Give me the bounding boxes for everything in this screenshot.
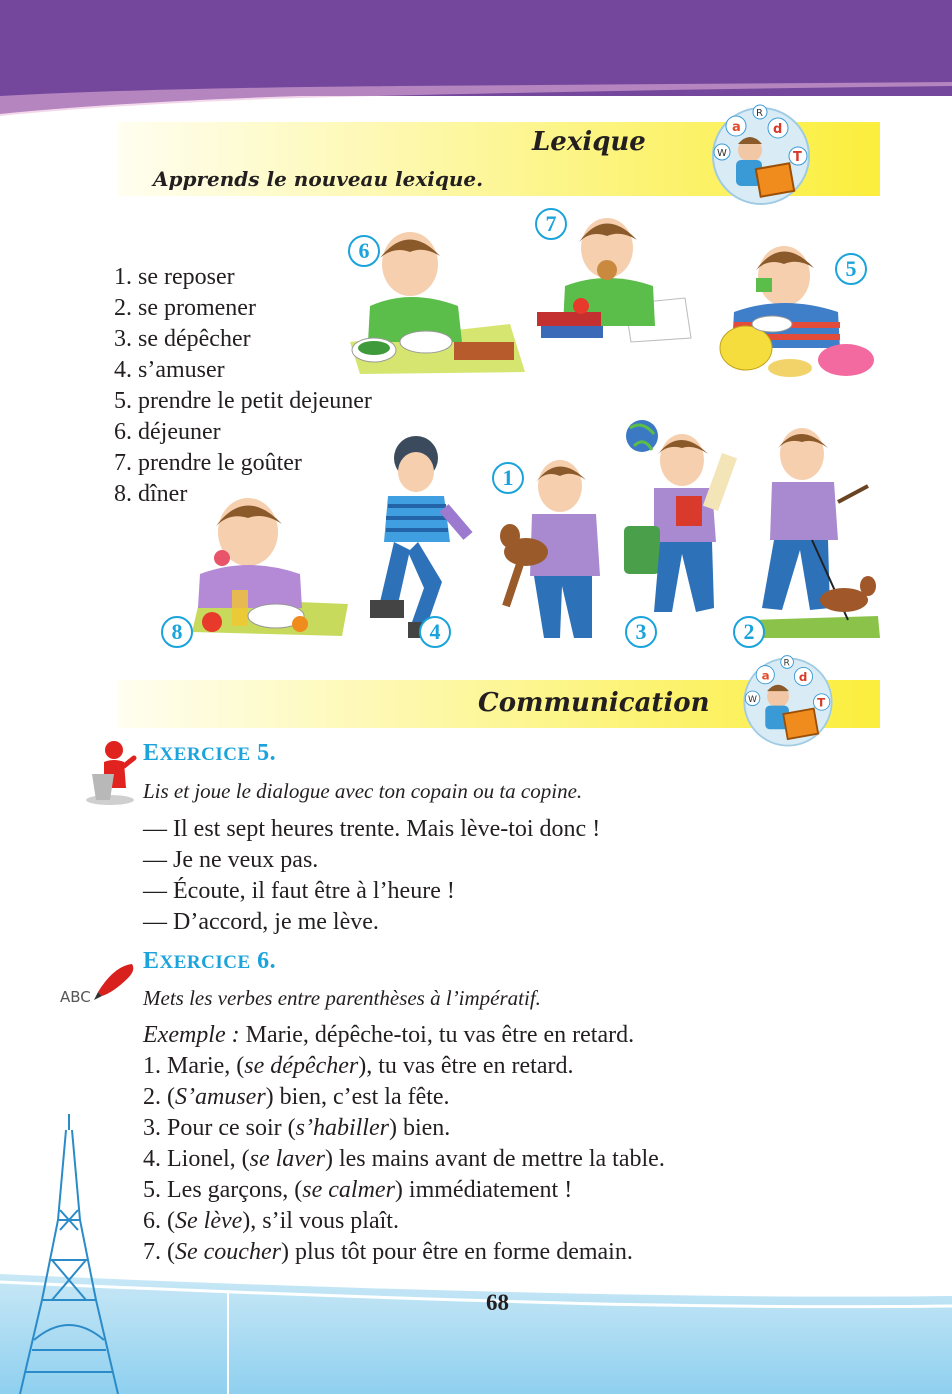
exercise-item: 7. (Se coucher) plus tôt pour être en forme demain. [143, 1239, 633, 1265]
svg-text:T: T [817, 695, 826, 710]
svg-text:T: T [793, 150, 802, 165]
exercise5-instruction: Lis et joue le dialogue avec ton copain ou ta copine. [143, 779, 583, 803]
vocab-item: 5. prendre le petit dejeuner [114, 388, 372, 414]
vocab-item: 7. prendre le goûter [114, 450, 302, 476]
speaker-podium-icon [80, 738, 138, 806]
exercise5-dialogue [143, 814, 600, 938]
svg-text:W: W [717, 148, 727, 159]
exercise5-title: EXERCICE 5. [143, 740, 277, 766]
example-sentence: Exemple : Marie, dépêche-toi, tu vas être en retard. [143, 1022, 635, 1048]
vocab-item: 8. dîner [114, 481, 188, 507]
badge-number: 3 [625, 616, 657, 648]
vocab-item: 3. se dépêcher [114, 326, 251, 352]
badge-number: 2 [733, 616, 765, 648]
vocab-item: 6. déjeuner [114, 419, 221, 445]
svg-text:ABC: ABC [60, 988, 91, 1006]
exercise-item: 4. Lionel, (se laver) les mains avant de mettre la table. [143, 1146, 665, 1172]
exercise-item: 2. (S’amuser) bien, c’est la fête. [143, 1084, 450, 1110]
communication-title: Communication [478, 688, 710, 718]
exercise-item: 1. Marie, (se dépêcher), tu vas être en retard. [143, 1053, 574, 1079]
exercise-item: 3. Pour ce soir (s’habiller) bien. [143, 1115, 451, 1141]
abc-pencil-icon [58, 958, 138, 1006]
svg-text:a: a [732, 120, 741, 135]
vocab-item: 2. se promener [114, 295, 256, 321]
badge-number: 4 [419, 616, 451, 648]
dialogue-line: — Je ne veux pas. [143, 847, 319, 873]
dialogue-line: — Il est sept heures trente. Mais lève-toi donc ! [143, 816, 601, 842]
exercise6-instruction: Mets les verbes entre parenthèses à l’impératif. [143, 986, 541, 1010]
exercise6-sentences [143, 1020, 665, 1268]
lexique-title: Lexique [532, 127, 646, 157]
lexique-subtitle: Apprends le nouveau lexique. [153, 167, 484, 191]
badge-number: 8 [161, 616, 193, 648]
dialogue-line: — Écoute, il faut être à l’heure ! [143, 878, 455, 904]
vocab-item: 4. s’amuser [114, 357, 225, 383]
footer-wave [0, 1260, 952, 1394]
illustration-rollerblading [358, 432, 478, 644]
svg-text:d: d [773, 122, 783, 137]
badge-number: 1 [492, 462, 524, 494]
exercise-item: 6. (Se lève), s’il vous plaît. [143, 1208, 399, 1234]
badge-number: 5 [835, 253, 867, 285]
badge-number: 6 [348, 235, 380, 267]
dialogue-line: — D’accord, je me lève. [143, 909, 379, 935]
svg-text:R: R [783, 658, 790, 669]
badge-number: 7 [535, 208, 567, 240]
eiffel-tower-icon [14, 1110, 124, 1394]
page-number: 68 [486, 1290, 509, 1315]
illustration-hurrying [620, 414, 750, 622]
svg-text:d: d [798, 670, 808, 685]
vocab-item: 1. se reposer [114, 264, 235, 290]
svg-text:R: R [756, 108, 763, 119]
exercise-item: 5. Les garçons, (se calmer) immédiatement ! [143, 1177, 573, 1203]
exercise6-title: EXERCICE 6. [143, 948, 277, 974]
lexique-reading-boy-icon [706, 100, 816, 212]
vocabulary-list [114, 262, 372, 510]
svg-text:W: W [748, 695, 757, 705]
communication-reading-boy-icon [738, 650, 838, 754]
illustration-walking-dog [752, 424, 882, 638]
illustration-dinner [190, 486, 350, 640]
svg-text:a: a [761, 668, 770, 683]
